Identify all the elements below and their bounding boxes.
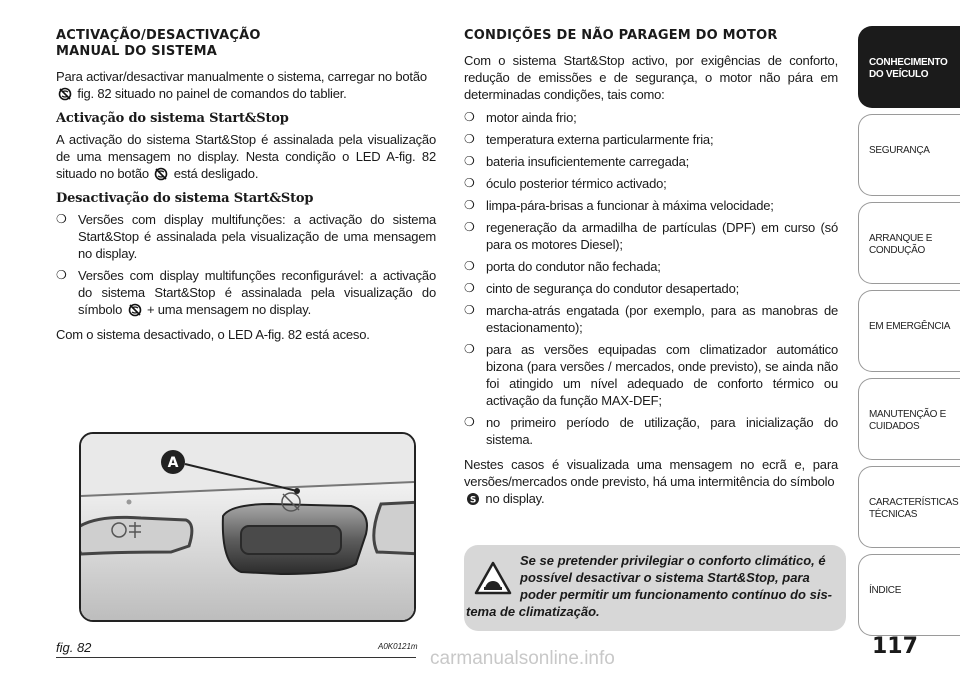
list-item: ❍ porta do condutor não fechada; <box>464 258 838 275</box>
right-column <box>464 28 838 513</box>
list-item: ❍ temperatura externa particularmente fria; <box>464 131 838 148</box>
tab-em-emergencia[interactable]: EM EMERGÊNCIA <box>858 290 960 372</box>
list-item: ❍ para as versões equipadas com climatizador automático bizona (para versões / mercados, onde previsto), se ainda não foi atingido um nível adequado de conforto térmico ou activação da função MAX-DEF; <box>464 341 838 409</box>
deactivation-list <box>56 211 436 318</box>
left-column <box>56 28 436 349</box>
activation-heading: Activação do sistema Start&Stop <box>56 111 289 126</box>
closing-text: Com o sistema desactivado, o LED A-fig. 82 está aceso. <box>56 327 370 342</box>
conditions-closing: Nestes casos é visualizada uma mensagem no ecrã e, para versões/mercados onde previsto, há uma intermitência do símbolo S no display. <box>464 457 838 506</box>
tab-caracteristicas-tecnicas[interactable]: CARACTERÍSTICAS TÉCNICAS <box>858 466 960 548</box>
tab-manutencao-e-cuidados[interactable]: MANUTENÇÃO E CUIDADOS <box>858 378 960 460</box>
start-stop-off-icon <box>58 87 72 101</box>
tab-indice[interactable]: ÍNDICE <box>858 554 960 636</box>
figure-divider <box>56 657 416 658</box>
warning-text: Se se pretender privilegiar o conforto climático, é possível desactivar o sistema Start&Stop, para poder permitir um funcionamento contínuo do sis- tema de climatização. <box>466 553 833 619</box>
svg-text:S: S <box>469 495 477 506</box>
tab-seguranca[interactable]: SEGURANÇA <box>858 114 960 196</box>
conditions-list <box>464 109 838 448</box>
activation-text: A activação do sistema Start&Stop é assinalada pela visualização de uma mensagem no display. Nesta condição o LED A-fig. 82 situado no botão está desligado. <box>56 132 436 181</box>
section-heading-manual: ACTIVAÇÃO/DESACTIVAÇÃO MANUAL DO SISTEMA <box>56 28 261 59</box>
start-stop-symbol-icon <box>466 492 480 506</box>
section-heading-conditions: CONDIÇÕES DE NÃO PARAGEM DO MOTOR <box>464 28 778 43</box>
list-item: ❍ óculo posterior térmico activado; <box>464 175 838 192</box>
callout-label: A <box>167 455 179 471</box>
list-item: ❍ regeneração da armadilha de partículas (DPF) em curso (só para os motores Diesel); <box>464 219 838 253</box>
figure-caption: fig. 82 <box>56 640 92 655</box>
list-item: ❍ Versões com display multifunções reconfigurável: a activação do sistema Start&Stop é assinalada pela visualização do símbolo + uma mensagem no display. <box>56 267 436 318</box>
list-item: ❍ bateria insuficientemente carregada; <box>464 153 838 170</box>
list-item: ❍ no primeiro período de utilização, para inicialização do sistema. <box>464 414 838 448</box>
dashboard-button-illustration <box>81 434 414 620</box>
start-stop-off-icon <box>154 167 168 181</box>
page-number: 117 <box>872 634 918 659</box>
watermark: carmanualsonline.info <box>430 648 615 669</box>
list-item: ❍ cinto de segurança do condutor desapertado; <box>464 280 838 297</box>
list-item: ❍ marcha-atrás engatada (por exemplo, para as manobras de estacionamento); <box>464 302 838 336</box>
start-stop-off-icon <box>128 303 142 317</box>
figure-82 <box>79 432 416 622</box>
list-item: ❍ Versões com display multifunções: a activação do sistema Start&Stop é assinalada pela visualização de uma mensagem no display. <box>56 211 436 262</box>
tab-arranque-e-conducao[interactable]: ARRANQUE E CONDUÇÃO <box>858 202 960 284</box>
figure-code: A0K0121m <box>378 642 418 651</box>
list-item: ❍ limpa-pára-brisas a funcionar à máxima velocidade; <box>464 197 838 214</box>
chapter-sidebar <box>858 26 960 642</box>
deactivation-heading: Desactivação do sistema Start&Stop <box>56 191 314 206</box>
list-item: ❍ motor ainda frio; <box>464 109 838 126</box>
manual-intro: Para activar/desactivar manualmente o sistema, carregar no botão fig. 82 situado no painel de comandos do tablier. <box>56 69 427 101</box>
tab-conhecimento-do-veiculo[interactable]: CONHECIMENTO DO VEÍCULO <box>858 26 960 108</box>
conditions-intro: Com o sistema Start&Stop activo, por exigências de conforto, redução de emissões e de segurança, o motor não pára em determinadas condições, tais como: <box>464 53 838 102</box>
